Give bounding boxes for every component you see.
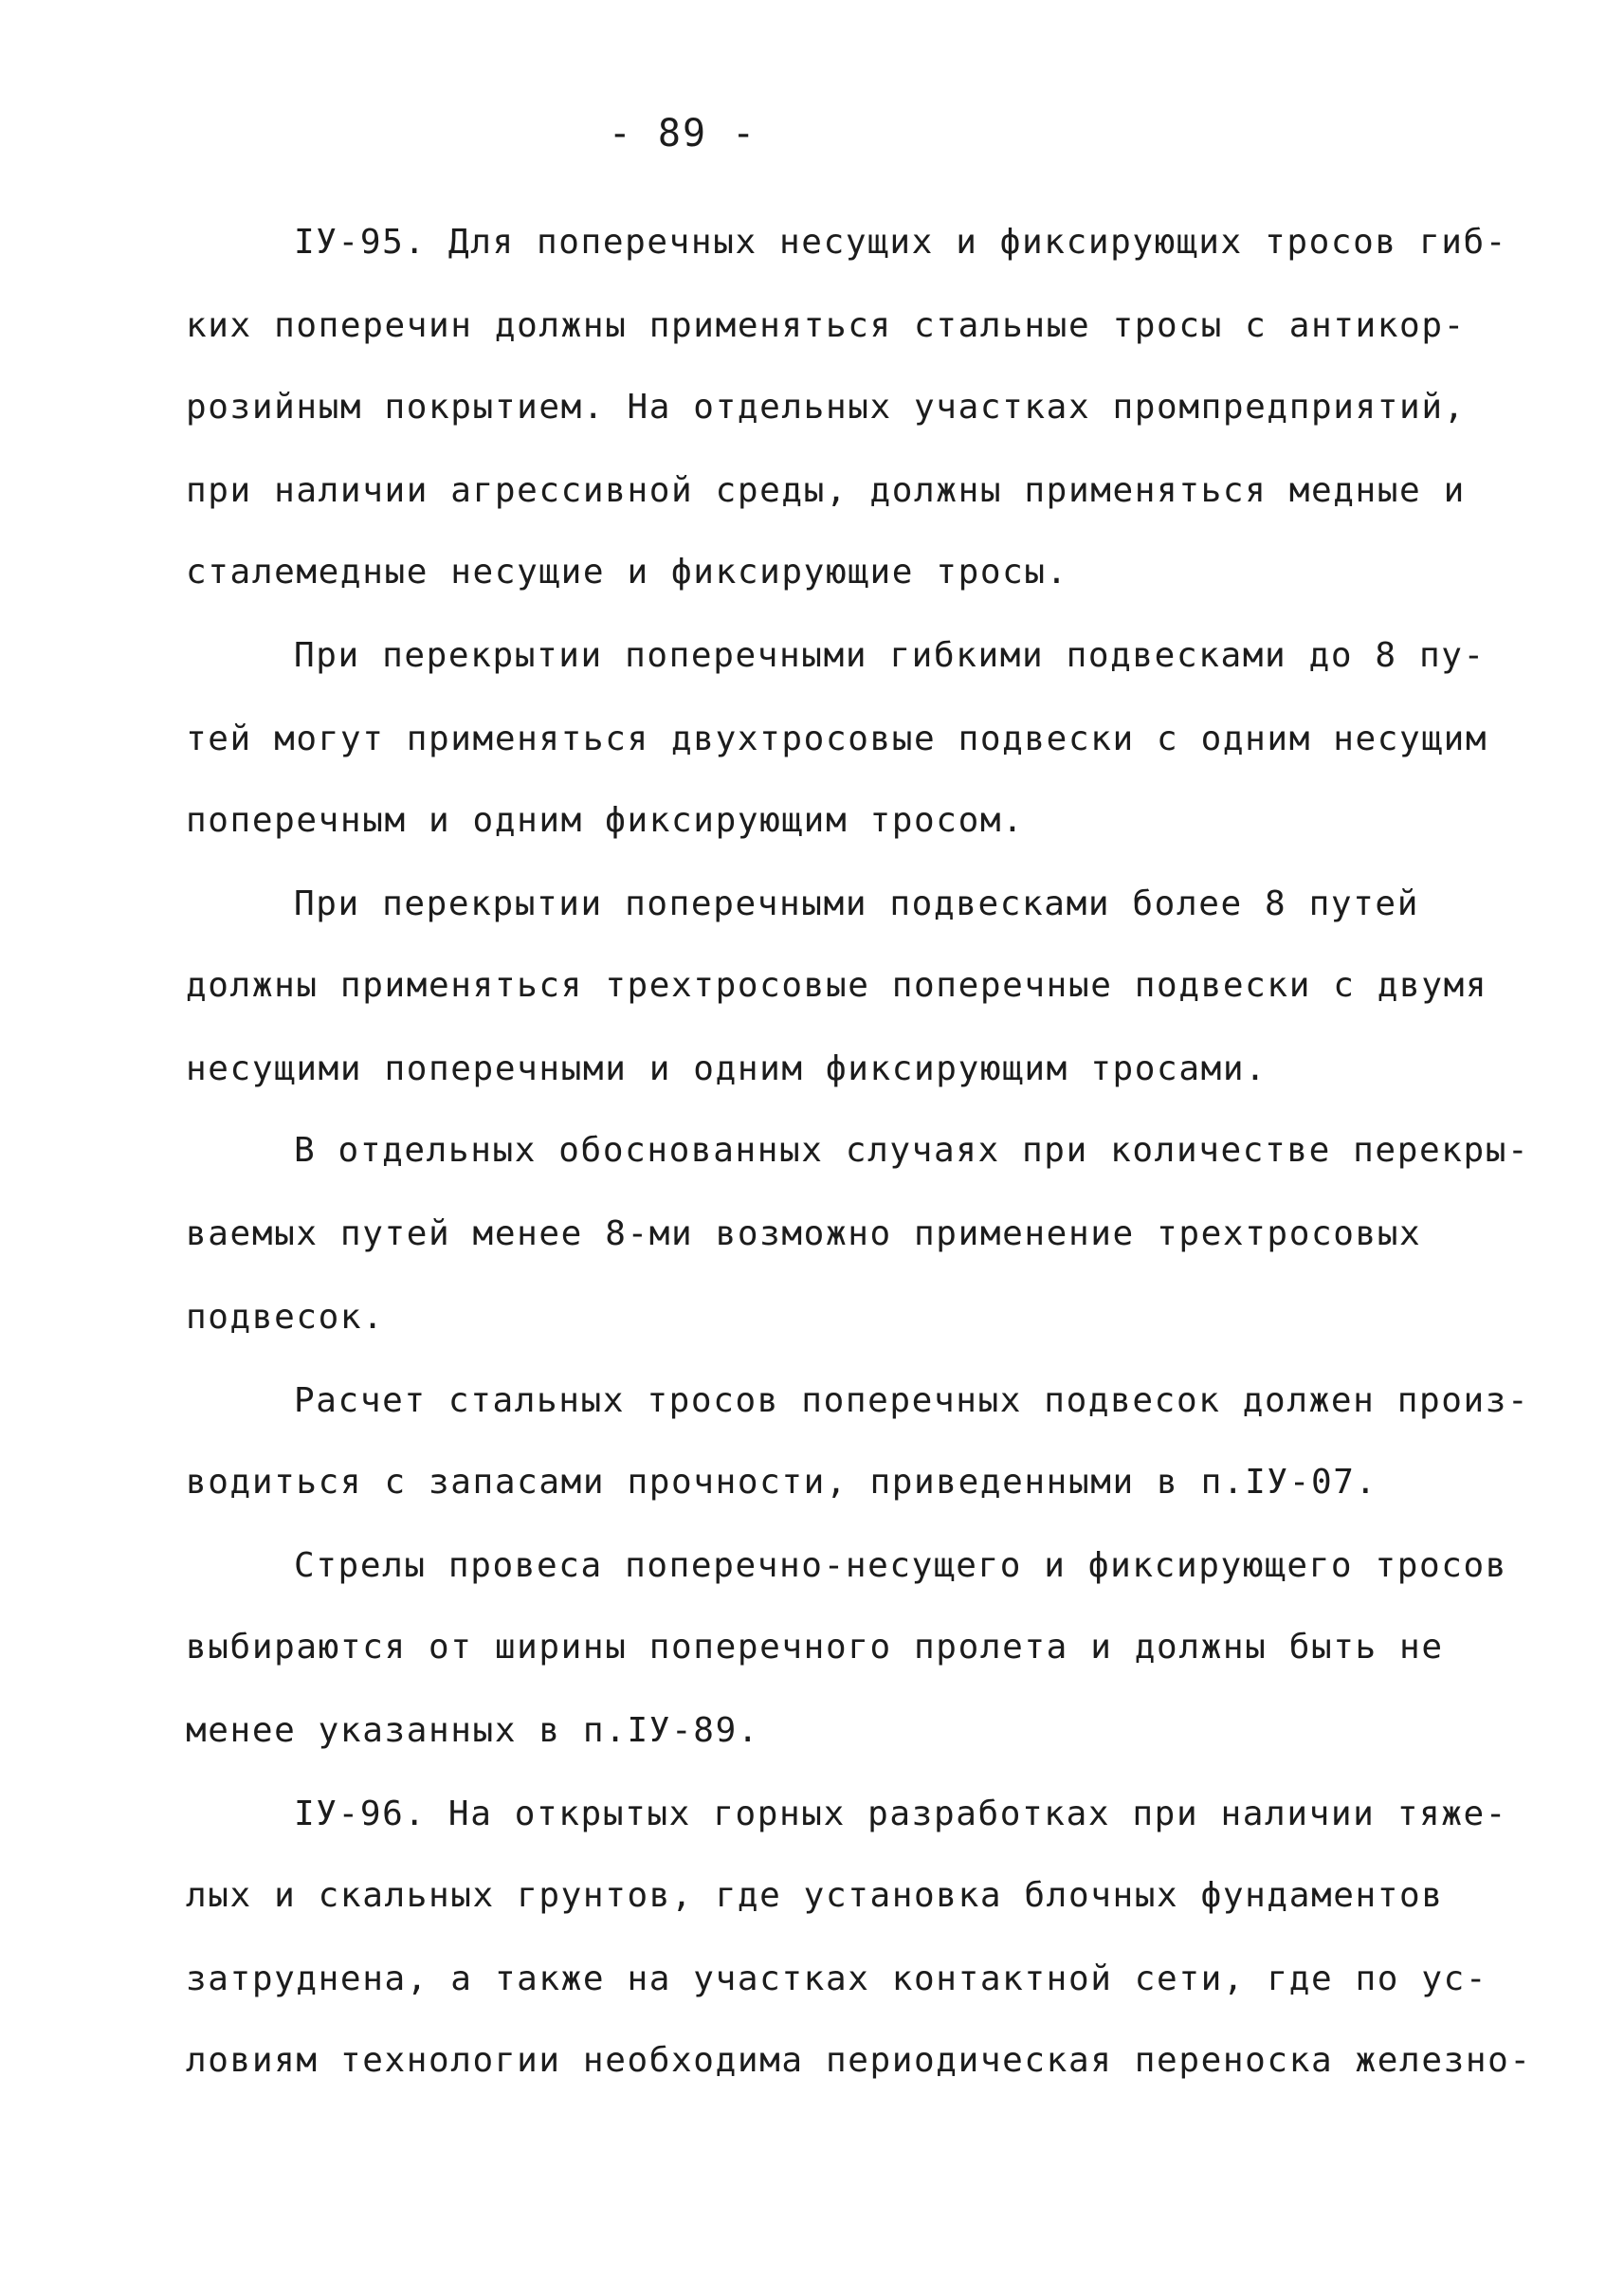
text-line: При перекрытии поперечными подвесками более 8 путей [294,884,1419,923]
text-line: менее указанных в п.IУ-89. [186,1711,760,1750]
text-line: должны применяться трехтросовые поперечные подвески с двумя [186,966,1488,1005]
text-line: Расчет стальных тросов поперечных подвесок должен произ- [294,1381,1530,1420]
text-line: розийным покрытием. На отдельных участках промпредприятий, [186,388,1466,427]
text-line: ловиям технологии необходима периодическая переноска железно- [186,2041,1532,2080]
text-line: водиться с запасами прочности, приведенными в п.IУ-07. [186,1463,1378,1502]
text-line: Стрелы провеса поперечно-несущего и фиксирующего тросов [294,1546,1508,1585]
text-line: при наличии агрессивной среды, должны применяться медные и [186,471,1466,510]
text-line: IУ-95. Для поперечных несущих и фиксирующих тросов гиб- [294,223,1508,262]
text-line: несущими поперечными и одним фиксирующим тросами. [186,1049,1268,1088]
text-line: При перекрытии поперечными гибкими подвесками до 8 пу- [294,636,1486,675]
page-number: - 89 - [608,112,757,155]
text-line: подвесок. [186,1298,385,1337]
text-line: затруднена, а также на участках контактной сети, где по ус- [186,1959,1488,1998]
text-line: поперечным и одним фиксирующим тросом. [186,801,1025,840]
text-line: В отдельных обоснованных случаях при количестве перекры- [294,1131,1530,1170]
text-line: тей могут применяться двухтросовые подвески с одним несущим [186,720,1488,758]
text-line: выбираются от ширины поперечного пролета и должны быть не [186,1628,1444,1667]
text-line: ких поперечин должны применяться стальные тросы с антикор- [186,306,1466,345]
text-line: лых и скальных грунтов, где установка блочных фундаментов [186,1876,1444,1915]
text-line: IУ-96. На открытых горных разработках при наличии тяже- [294,1795,1508,1833]
text-line: сталемедные несущие и фиксирующие тросы. [186,553,1068,592]
text-line: ваемых путей менее 8-ми возможно применение трехтросовых [186,1214,1422,1253]
